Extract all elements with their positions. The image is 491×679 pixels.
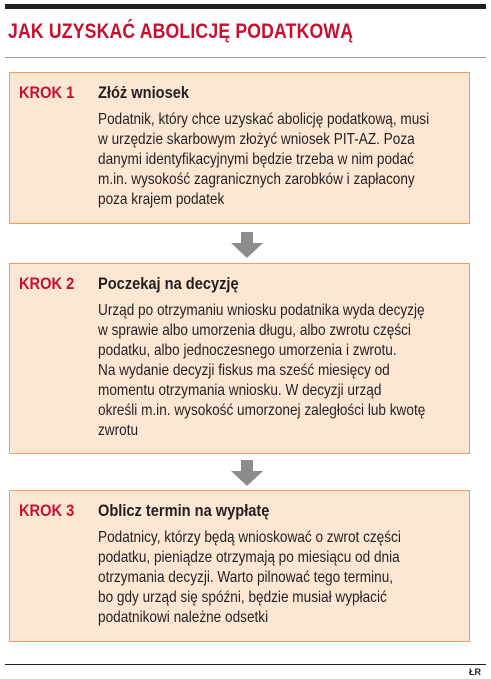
down-arrow-icon <box>230 232 264 258</box>
step-heading: Oblicz termin na wypłatę <box>98 501 270 520</box>
step-box-2 <box>9 263 470 454</box>
step-box-1 <box>9 72 470 224</box>
step-label: KROK 1 <box>19 83 75 102</box>
infographic-title: JAK UZYSKAĆ ABOLICJĘ PODATKOWĄ <box>8 20 354 43</box>
source-credit: ŁR <box>469 667 481 677</box>
step-heading: Poczekaj na decyzję <box>98 274 239 293</box>
step-heading: Złóż wniosek <box>98 83 189 102</box>
title-divider <box>5 57 486 58</box>
top-rule <box>5 4 486 9</box>
step-label: KROK 3 <box>19 501 75 520</box>
down-arrow-icon <box>230 460 264 486</box>
footer-rule <box>5 664 486 665</box>
step-description: Podatnicy, którzy będą wnioskować o zwrot części podatku, pieniądze otrzymają po miesiącu od dnia otrzymania decyzji. Warto pilnować tego terminu, bo gdy urząd się spóźni, będzie musiał wypłacić podatnikowi należne odsetki <box>98 529 401 626</box>
step-description: Urząd po otrzymaniu wniosku podatnika wyda decyzję w sprawie albo umorzenia długu, albo zwrotu części podatku, albo jednoczesnego umorzenia i zwrotu. Na wydanie decyzji fiskus ma sześć miesięcy od momentu otrzymania wniosku. W decyzji urząd określi m.in. wysokość umorzonej zaległości lub kwotę zwrotu <box>98 302 426 439</box>
step-label: KROK 2 <box>19 274 75 293</box>
step-description: Podatnik, który chce uzyskać abolicję podatkową, musi w urzędzie skarbowym złożyć wniosek PIT-AZ. Poza danymi identyfikacyjnymi będzie trzeba w nim podać m.in. wysokość zagranicznych zarobków i zapłacony poza krajem podatek <box>98 111 430 208</box>
step-box-3 <box>9 490 470 642</box>
